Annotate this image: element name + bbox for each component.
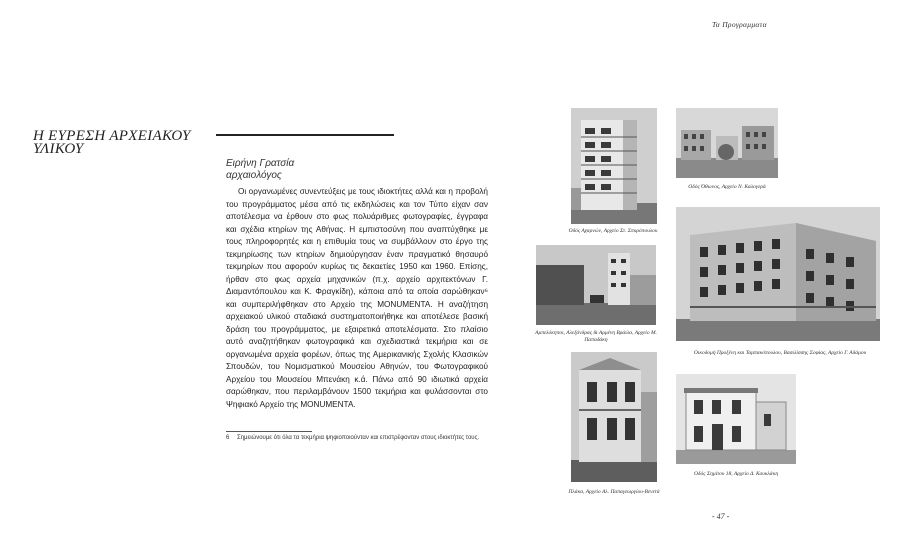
photo-caption: Οικοδομή Προξένη και Ταμπακόπουλου, Βασιλίσσης Σοφίας, Αρχείο Γ. Αδάμου bbox=[693, 350, 867, 356]
author-block bbox=[226, 158, 294, 182]
body-text: Οι οργανωμένες συνεντεύξεις με τους ιδιοκτήτες αλλά και η προβολή του προγράμματος μέσα από τις εκδηλώσεις και τον Τύπο είχαν σαν αποτέλεσμα να έρθουν στο φως πολυάριθμες φωτογραφίες, έγγραφα και σχέδια κτηρίων της Αθήνας. Η εμπιστοσύνη που αναπτύχθηκε με τους πληροφορητές και η επιθυμία τους να συμβάλλουν στο έργο της τεκμηρίωσης των κτηρίων δημιούργησαν έναν πραγματικό θησαυρό τεκμηρίων που αφορούν κυρίως τις δεκαετίες 1950 και 1960. Επίσης, ήρθαν στο φως αρχεία μηχανικών (π.χ. αρχείο αρχιτεκτόνων Γ. Διαμαντόπουλου και Κ. Φραγκίδη), κάποια από τα οποία σαρώθηκαν⁶ και συμπεριλήφθηκαν στο Αρχείο της MONUMENTA. Η αναζήτηση αρχειακού υλικού σταδιακά συστηματοποιήθηκε και αποτέλεσε βασική δράση του προγράμματος, με εξαιρετικά αποτελέσματα. Στο πλαίσιο αυτό αναζητήθηκαν φωτογραφικά και σχεδιαστικά τεκμήρια και σε οργανωμένα αρχεία φορέων, όπως της Αμερικανικής Σχολής Κλασικών Σπουδών, του Νομισματικού Μουσείου Αθηνών, του Φωτογραφικού Αρχείου του Μουσείου Μπενάκη κ.ά. Πάνω από 90 ιδιωτικά αρχεία σαρώθηκαν, που περιλαμβάνουν 1500 τεκμήρια και φυλάσσονται στο Ψηφιακό Αρχείο της MONUMENTA. bbox=[226, 187, 488, 409]
photo-plaka bbox=[571, 352, 657, 482]
photo-vasilissis-sofias bbox=[676, 207, 880, 341]
section-title: Η ΕΥΡΕΣΗ ΑΡΧΕΙΑΚΟΥ ΥΛΙΚΟΥ bbox=[33, 128, 191, 157]
photo-caption: Αμπελόκηποι, Αλεξάνδρας & Αρμένη Βράιλα, Αρχείο Μ. Παπαδάκη bbox=[535, 330, 657, 343]
title-rule bbox=[216, 134, 394, 136]
page-number: - 47 - bbox=[712, 512, 730, 521]
footnote bbox=[226, 434, 526, 442]
author-role: αρχαιολόγος bbox=[226, 170, 282, 181]
photo-caption: Πλάκα, Αρχείο Αλ. Παπαγεωργίου-Βενετά bbox=[568, 489, 660, 495]
footnote-rule bbox=[226, 431, 312, 432]
photo-simitou bbox=[676, 374, 796, 464]
footnote-text: Σημειώνουμε ότι όλα τα τεκμήρια ψηφιοποιούνταν και επιστρέφονταν στους ιδιοκτήτες τους. bbox=[237, 435, 480, 441]
photo-ampelokipoi bbox=[536, 245, 656, 325]
author-name: Ειρήνη Γρατσία bbox=[226, 158, 295, 169]
footnote-number: 6 bbox=[226, 435, 230, 441]
running-head: Τα Προγραμματα bbox=[712, 20, 767, 29]
photo-caption: Οδός Σημίτου 18, Αρχείο Δ. Κουκλάκη bbox=[693, 471, 779, 477]
photo-caption: Οδός Όθωνος, Αρχείο Ν. Καλογερά bbox=[688, 184, 766, 190]
photo-othonos bbox=[676, 108, 778, 178]
photo-acharnon bbox=[571, 108, 657, 224]
photo-caption: Οδός Αχαρνών, Αρχείο Στ. Σπυρόπουλου bbox=[568, 228, 658, 234]
